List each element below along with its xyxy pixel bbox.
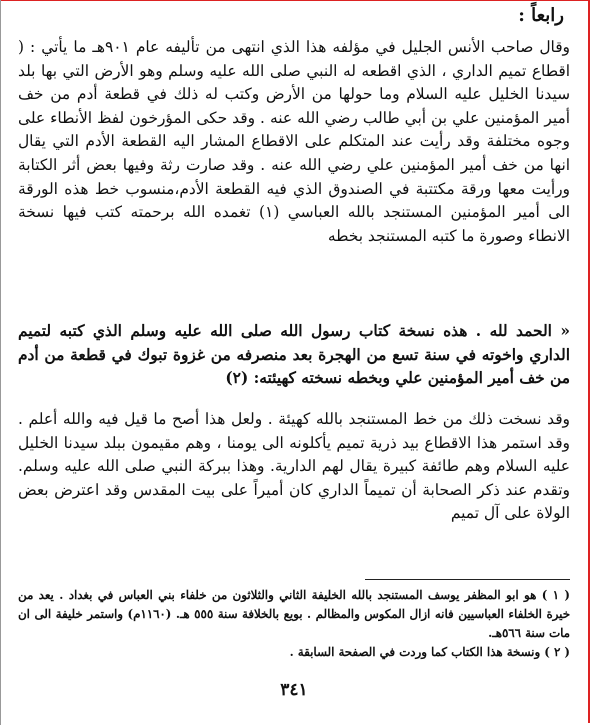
footnote-1: ( ١ ) هو ابو المظفر يوسف المستنجد بالله الخليفة الثاني والثلاثون من خلفاء بني العباس في بغداد . يعد من خيرة الخلفاء العباسيين فانه ازال المكوس والمظالم . بويع بالخلافة سنة ٥٥٥ هـ. (١١٦٠م) واستمر خليفة الى ان مات سنة ٥٦٦هـ.: [18, 588, 570, 640]
paragraph-2-text: « الحمد لله . هذه نسخة كتاب رسول الله صلى الله عليه وسلم الذي كتبه لتميم الداري واخوته في سنة تسع من الهجرة بعد منصرفه من غزوة تبوك في قطعة من أدم من خف أمير المؤمنين علي وبخطه نسخته كهيئته: (٢): [18, 322, 570, 388]
paragraph-3-text: وقد نسخت ذلك من خط المستنجد بالله كهيئة . ولعل هذا أصح ما قيل فيه والله أعلم . وقد استمر هذا الاقطاع بيد ذرية تميم يأكلونه الى يومنا ، وهم مقيمون ببلد سيدنا الخليل عليه السلام وهم طائفة كبيرة يقال لهم الدارية. وهذا ببركة النبي صلى الله عليه وسلم. وتقدم عند ذكر الصحابة أن تميماً الداري كان أميراً على بيت المقدس وقد اعترض بعض الولاة على آل تميم: [18, 410, 570, 523]
footnote-divider: [365, 579, 570, 580]
page-number: ٣٤١: [280, 680, 308, 700]
paragraph-2-quote: [18, 320, 570, 391]
page-left-edge: [0, 0, 1, 725]
section-heading: رابعاً :: [518, 5, 564, 26]
document-page: [18, 4, 570, 716]
footnotes: [18, 586, 570, 662]
footnote-2: ( ٢ ) ونسخة هذا الكتاب كما وردت في الصفحة السابقة .: [289, 645, 570, 659]
paragraph-1-text: وقال صاحب الأنس الجليل في مؤلفه هذا الذي انتهى من تأليفه عام ٩٠١هـ ما يأتي : ( اقطاع تميم الداري ، الذي اقطعه له النبي صلى الله عليه وسلم وهو الأرض التي بها بلد سيدنا الخليل عليه السلام وما حولها من الأرض وكتب له ذلك في قطعة أدم من خف أمير المؤمنين علي بن أبي طالب رضي الله عنه . وقد حكى المؤرخون لفظ الأنطاء على وجوه مختلفة وقد رأيت عند المتكلم على الاقطاع المشار اليه القطعة الأدم التي يقال انها من خف أمير المؤمنين علي رضي الله عنه . وقد صارت رثة وفيها بعض أثر الكتابة ورأيت معها ورقة مكتتبة في الصندوق الذي فيه القطعة الأدم،منسوب خط هذه الورقة الى أمير المؤمنين المستنجد بالله العباسي (١) تغمده الله برحمته كتب فيها نسخة الانطاء وصورة ما كتبه المستنجد بخطه: [18, 38, 570, 245]
paragraph-1: [18, 36, 570, 248]
paragraph-3: [18, 408, 570, 526]
